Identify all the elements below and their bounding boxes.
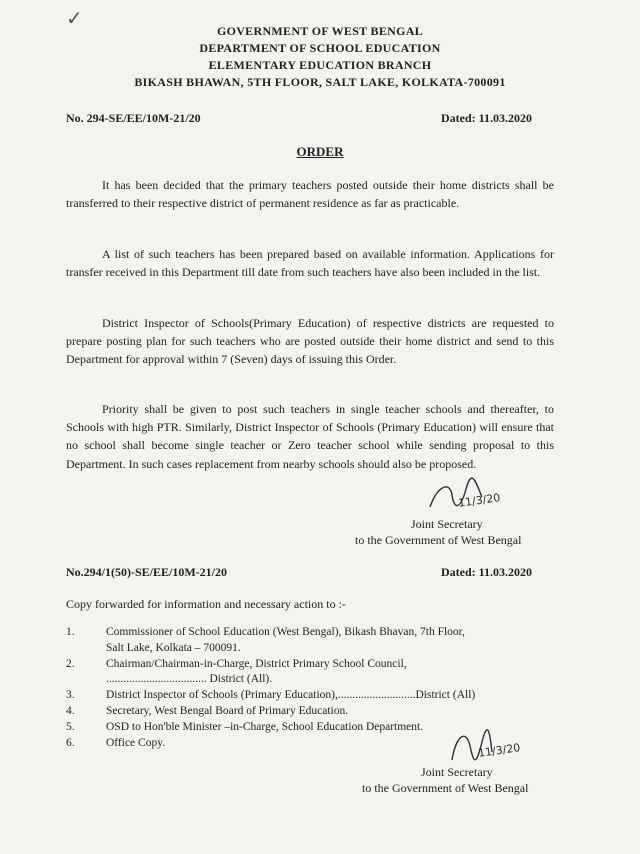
paragraph-1: It has been decided that the primary teachers posted outside their home districts shall be transferred to their respective district of permanent residence as far as practicable. — [66, 178, 554, 211]
check-mark-icon: ✓ — [66, 8, 83, 30]
header-line-branch: ELEMENTARY EDUCATION BRANCH — [208, 58, 432, 72]
copy-memo-number: No.294/1(50)-SE/EE/10M-21/20 — [66, 565, 227, 579]
copy-intro: Copy forwarded for information and necessary action to :- — [66, 597, 346, 611]
copy-item-number: 6. — [66, 737, 75, 749]
signature-2-date: 11/3/20 — [477, 741, 522, 760]
signature-1-org: to the Government of West Bengal — [355, 533, 522, 547]
paragraph-2: A list of such teachers has been prepared based on available information. Applications for transfer received in this Department till date from such teachers have also been included in the list. — [66, 247, 554, 280]
copy-item-number: 3. — [66, 689, 75, 701]
signature-2-designation: Joint Secretary — [421, 765, 493, 779]
header-line-address: BIKASH BHAWAN, 5TH FLOOR, SALT LAKE, KOLKATA-700091 — [134, 75, 506, 89]
copy-item-text: Commissioner of School Education (West Bengal), Bikash Bhavan, 7th Floor, — [106, 626, 465, 638]
order-date: Dated: 11.03.2020 — [441, 111, 532, 125]
signature-1-date: 11/3/20 — [457, 491, 502, 510]
copy-item-text: Salt Lake, Kolkata – 700091. — [106, 642, 241, 654]
copy-item-text: Office Copy. — [106, 737, 166, 749]
header-line-department: DEPARTMENT OF SCHOOL EDUCATION — [199, 41, 441, 55]
signature-1-designation: Joint Secretary — [411, 517, 483, 531]
copy-item-number: 2. — [66, 658, 75, 670]
header-line-government: GOVERNMENT OF WEST BENGAL — [216, 24, 424, 38]
copy-item-text: District Inspector of Schools (Primary Education),...........................District (All) — [106, 689, 476, 701]
copy-item-number: 5. — [66, 721, 75, 733]
copy-item-text: ................................... District (All). — [106, 673, 273, 685]
signature-2-org: to the Government of West Bengal — [362, 781, 529, 795]
copy-item-text: Secretary, West Bengal Board of Primary Education. — [106, 705, 349, 717]
copy-item-text: Chairman/Chairman-in-Charge, District Primary School Council, — [106, 658, 407, 670]
order-title: ORDER — [296, 144, 344, 159]
copy-date: Dated: 11.03.2020 — [441, 565, 532, 579]
copy-item-number: 1. — [66, 626, 75, 638]
paragraph-4: Priority shall be given to post such teachers in single teacher schools and thereafter, to Schools with high PTR. Similarly, District Inspector of Schools (Primary Education) will ensure that no school shall become single teacher or Zero teacher school while sending proposal to this Department. In such cases replacement from nearby schools should also be proposed. — [66, 402, 554, 471]
copy-item-text: OSD to Hon'ble Minister –in-Charge, School Education Department. — [106, 721, 424, 733]
copy-item-number: 4. — [66, 705, 75, 717]
paragraph-3: District Inspector of Schools(Primary Education) of respective districts are requested to prepare posting plan for such teachers who are posted outside their home district and send to this Department for approval within 7 (Seven) days of issuing this Order. — [66, 316, 554, 367]
order-memo-number: No. 294-SE/EE/10M-21/20 — [66, 111, 201, 125]
